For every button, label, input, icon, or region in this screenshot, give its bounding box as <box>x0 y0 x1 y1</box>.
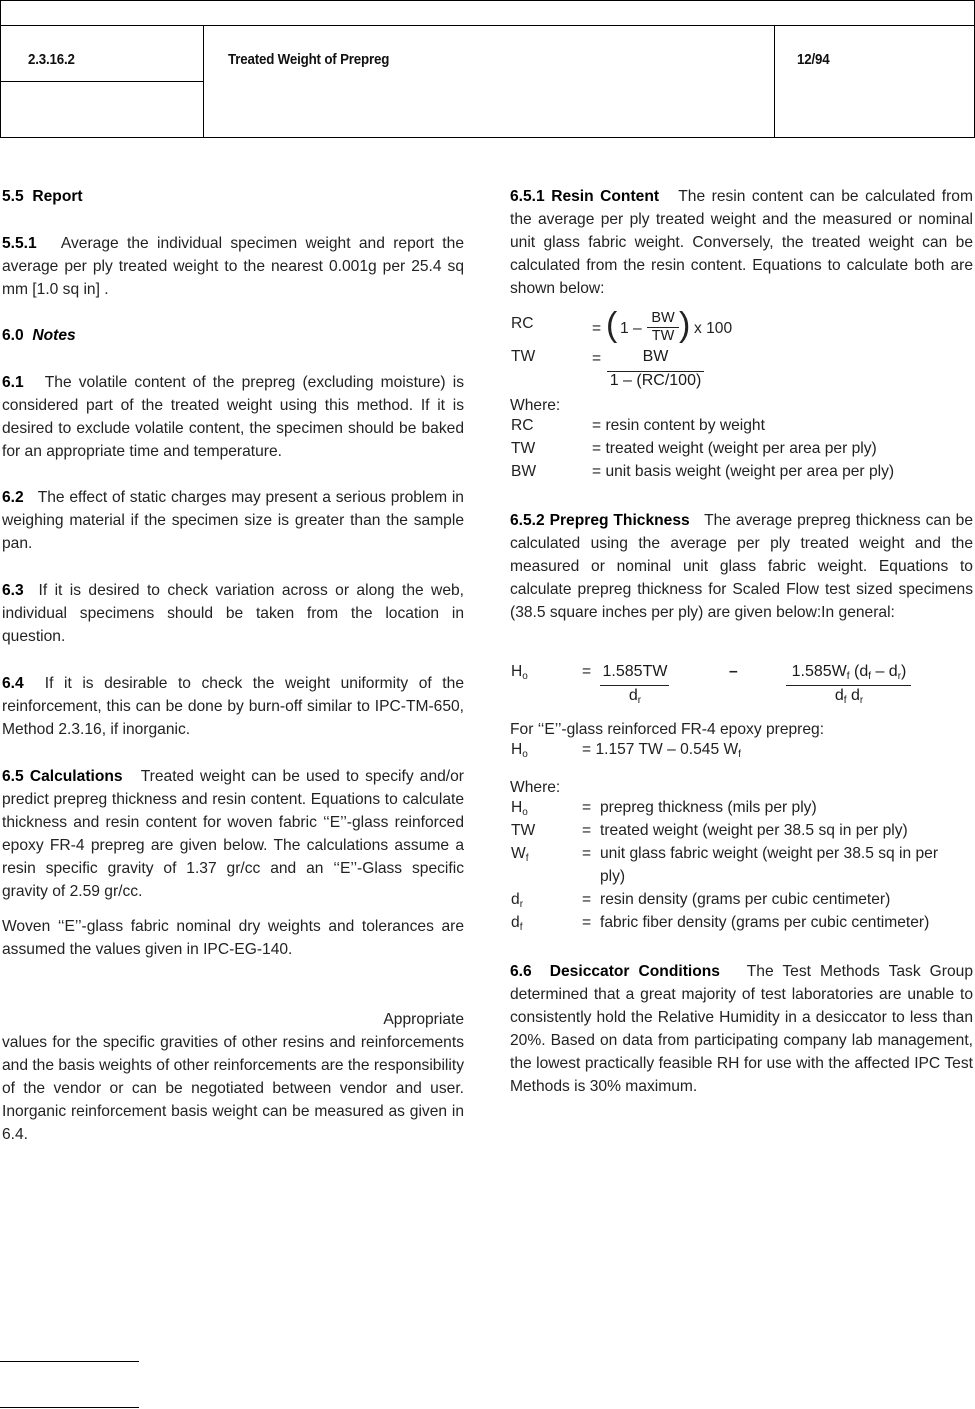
numerator-part: ) <box>901 663 907 680</box>
equation-lhs: TW <box>511 348 536 365</box>
where-text: Where: <box>510 397 561 414</box>
equation-term: 1 – <box>620 320 642 337</box>
numerator-part: (d <box>849 663 869 680</box>
definition-text: fabric fiber density (grams per cubic centimeter) <box>600 914 930 931</box>
paragraph-text: values for the specific gravities of other resins and reinforcements and the basis weights of other reinforcements are the responsibility of the vendor or can be negotiated between vendor and user. Inorganic reinforcement basis weight can be measured as given in 6.4. <box>2 1034 464 1144</box>
definition-text: = treated weight (weight per area per ply) <box>592 440 877 457</box>
equation-rhs: = 1.157 TW – 0.545 W <box>582 741 739 758</box>
paragraph-text: Treated weight can be used to specify and/or predict prepreg thickness and resin content. Equations to calculate thickness and resin content for woven fabric ‘‘E’’-glass reinforced epoxy FR-4 prepreg are given below. The calculations assume a resin specific gravity of 1.37 gr/cc and an ‘‘E’’-Glass specific gravity of 2.59 gr/cc. <box>2 768 465 901</box>
section-number: 6.2 <box>2 489 24 506</box>
subscript: o <box>522 807 528 818</box>
section-number: 5.5.1 <box>2 235 37 252</box>
fr4-label <box>510 718 973 741</box>
denominator-part: d <box>834 687 844 704</box>
numerator-part: 1.585W <box>791 663 847 680</box>
footnote-rule <box>0 1361 139 1362</box>
equals-sign: = <box>582 822 592 839</box>
section-number: 6.3 <box>2 582 24 599</box>
document-header <box>0 0 975 138</box>
fraction-numerator: 1.585TW <box>602 663 668 680</box>
section-6-5-1 <box>510 185 973 300</box>
revision-date: 12/94 <box>797 52 830 68</box>
section-6-6 <box>510 960 973 1099</box>
fraction-bar <box>786 685 911 686</box>
paragraph-text: Woven ‘‘E’’-glass fabric nominal dry weights and tolerances are assumed the values given in IPC-EG-140. <box>2 918 464 959</box>
subscript: f <box>846 671 850 682</box>
subscript: r <box>637 695 642 706</box>
section-6-2 <box>2 486 464 555</box>
subscript: f <box>843 695 847 706</box>
fraction-bar <box>600 685 669 686</box>
equals-sign: = <box>582 663 592 680</box>
definition-text: prepreg thickness (mils per ply) <box>600 799 817 816</box>
section-number: 6.6 <box>510 963 532 980</box>
section-number: 6.5.1 <box>510 188 545 205</box>
section-title: Prepreg Thickness <box>549 512 690 529</box>
where-text: Where: <box>510 779 561 796</box>
section-5-5-1 <box>2 232 464 301</box>
definition-symbol: d <box>511 914 520 931</box>
fraction-numerator: BW <box>642 348 669 365</box>
fraction-denominator: d <box>628 687 638 704</box>
equals-sign: = <box>582 914 592 931</box>
section-6-5 <box>2 765 464 904</box>
section-title: Resin Content <box>551 188 660 205</box>
definition-symbol: BW <box>511 463 537 480</box>
section-title: Calculations <box>29 768 123 785</box>
header-number-cell <box>1 26 204 137</box>
paragraph-text: The effect of static charges may present a serious problem in weighing material if the specimen size is greater than the sample pan. <box>2 489 464 553</box>
paragraph-text: The Test Methods Task Group determined that a great majority of test laboratories are unable to consistently hold the Relative Humidity in a desiccator to less than 20%. Based on data from participating company lab management, the lowest practically feasible RH for use with the affected IPC Test Methods is 30% maximum. <box>510 963 973 1096</box>
fraction-denominator: 1 – (RC/100) <box>609 372 702 389</box>
footnote-rule <box>0 1407 139 1408</box>
section-6-5-glass-note <box>2 915 464 961</box>
equals-sign: = <box>582 891 592 908</box>
paragraph-text: Appropriate <box>383 1011 464 1028</box>
definition-text: unit glass fabric weight (weight per 38.5 sq in per <box>600 845 939 862</box>
section-number: 6.5.2 <box>510 512 545 529</box>
fraction-numerator: BW <box>651 310 675 326</box>
where-label <box>510 776 973 799</box>
fraction-denominator: TW <box>651 328 675 344</box>
definition-text: treated weight (weight per 38.5 sq in per ply) <box>600 822 908 839</box>
definition-text: resin density (grams per cubic centimeter) <box>600 891 891 908</box>
equals-sign: = <box>592 320 602 337</box>
right-paren: ) <box>679 306 691 344</box>
section-number: 6.4 <box>2 675 24 692</box>
definition-symbol: H <box>511 799 523 816</box>
definition-symbol: TW <box>511 440 536 457</box>
paragraph-text: The volatile content of the prepreg (excluding moisture) is considered part of the treated weight using this method. If it is desired to exclude volatile content, the specimen should be baked for an appropriate time and temperature. <box>2 374 465 461</box>
appropriate-first-line <box>2 1008 464 1031</box>
section-6-5-vendor-note <box>2 1031 464 1146</box>
equals-sign: = <box>582 845 592 862</box>
section-6-1 <box>2 371 464 463</box>
method-title: Treated Weight of Prepreg <box>228 52 390 68</box>
section-6-3 <box>2 579 464 648</box>
section-title: Desiccator Conditions <box>549 963 720 980</box>
section-6-0-heading <box>2 324 464 347</box>
definition-symbol: RC <box>511 417 534 434</box>
paragraph-text: If it is desired to check variation across or along the web, individual specimens should be taken from the location in question. <box>2 582 464 646</box>
equation-lhs: H <box>511 663 523 680</box>
header-column-divider <box>774 26 775 137</box>
section-number: 6.0 <box>2 327 24 344</box>
denominator-part: d <box>846 687 860 704</box>
definition-text: = resin content by weight <box>592 417 765 434</box>
subscript: o <box>522 671 528 682</box>
header-cell-divider <box>1 81 203 82</box>
equals-sign: = <box>592 350 602 367</box>
paragraph-text: Average the individual specimen weight and report the average per ply treated weight to the nearest 0.001g per 25.4 sq mm [1.0 sq in] . <box>2 235 464 299</box>
subscript: f <box>738 749 741 760</box>
definition-text: ply) <box>600 868 626 885</box>
section-title: Notes <box>32 327 76 344</box>
subscript: f <box>519 922 523 933</box>
section-6-5-2 <box>510 509 973 624</box>
section-6-4 <box>2 672 464 741</box>
subscript: f <box>525 853 529 864</box>
section-5-5-heading <box>2 185 464 208</box>
left-paren: ( <box>606 306 618 344</box>
paragraph-text: For ‘‘E’’-glass reinforced FR-4 epoxy prepreg: <box>510 721 825 738</box>
equation-term: x 100 <box>694 320 733 337</box>
section-number: 5.5 <box>2 188 24 205</box>
subscript: f <box>868 671 871 682</box>
subscript: r <box>859 695 864 706</box>
method-number: 2.3.16.2 <box>28 52 75 68</box>
header-top-bar <box>1 1 974 26</box>
definition-symbol: d <box>511 891 520 908</box>
definition-symbol: W <box>511 845 526 862</box>
equation-lhs: RC <box>511 315 534 332</box>
numerator-part: – d <box>871 663 898 680</box>
paragraph-text: The resin content can be calculated from the average per ply treated weight and the measured or nominal unit glass fabric weight. Conversely, the treated weight can be calculated from the resin content. Equations to calculate both are shown below: <box>510 188 973 298</box>
definition-text: = unit basis weight (weight per area per ply) <box>592 463 895 480</box>
section-number: 6.5 <box>2 768 24 785</box>
subscript: r <box>519 899 524 910</box>
minus-sign: – <box>729 663 738 680</box>
paragraph-text: The average prepreg thickness can be calculated using the average per ply treated weight and the measured or nominal unit glass fabric weight. Equations to calculate prepreg thickness for Scaled Flow test sized specimens (38.5 square inches per ply) are given below:In general: <box>510 512 973 622</box>
definition-symbol: TW <box>511 822 536 839</box>
equation-lhs: H <box>511 741 523 758</box>
equals-sign: = <box>582 799 592 816</box>
where-label <box>510 394 973 417</box>
section-number: 6.1 <box>2 374 24 391</box>
section-title: Report <box>32 188 83 205</box>
subscript: o <box>522 749 528 760</box>
subscript: r <box>897 671 902 682</box>
paragraph-text: If it is desirable to check the weight uniformity of the reinforcement, this can be done by burn-off similar to IPC-TM-650, Method 2.3.16, if inorganic. <box>2 675 464 739</box>
